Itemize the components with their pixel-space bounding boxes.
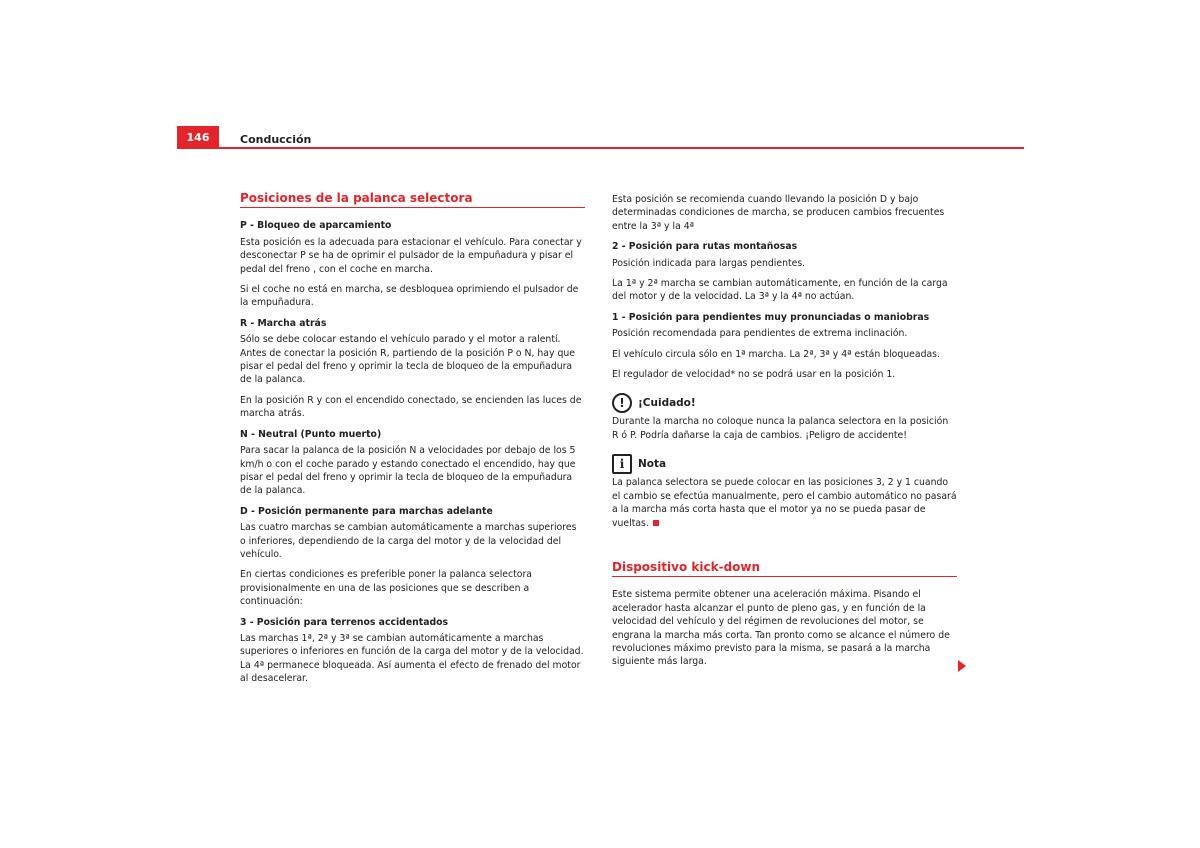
subheading-2: 2 - Posición para rutas montañosas [612,241,798,253]
subheading-d: D - Posición permanente para marchas adelante [240,505,493,517]
left-column [240,192,585,693]
note-header [612,454,957,474]
subheading-3: 3 - Posición para terrenos accidentados [240,616,449,628]
section-gap [612,537,957,561]
paragraph-1-1: Posición recomendada para pendientes de extrema inclinación. [612,328,908,340]
paragraph-3: Las marchas 1ª, 2ª y 3ª se cambian automáticamente a marchas superiores o inferiores en función de la carga del motor y de la velocidad. La 4ª permanece bloqueada. Así aumenta el efecto de frenado del motor al desacelerar. [240,632,584,685]
paragraph-n: Para sacar la palanca de la posición N a velocidades por debajo de los 5 km/h o con el coche parado y estando conectado el encendido, hay que pisar el pedal del freno y oprimir la tecla de bloqueo de la empuñadura de la palanca. [240,445,576,497]
paragraph-1-2: El vehículo circula sólo en 1ª marcha. La 2ª, 3ª y 4ª están bloqueadas. [612,348,940,360]
paragraph-r-1: Sólo se debe colocar estando el vehículo parado y el motor a ralentí. Antes de conectar la posición R, partiendo de la posición P o N, hay que pisar el pedal del freno y oprimir la tecla de bloqueo de la empuñadura de la palanca. [240,334,575,386]
paragraph-d-2: En ciertas condiciones es preferible poner la palanca selectora provisionalmente en una de las posiciones que se describen a continuación: [240,569,532,608]
right-column [612,193,957,676]
paragraph-2-2: La 1ª y 2ª marcha se cambian automáticamente, en función de la carga del motor y de la velocidad. La 3ª y la 4ª no actúan. [612,278,948,303]
subheading-r: R - Marcha atrás [240,317,327,329]
section-title-kickdown: Dispositivo kick-down [612,561,957,577]
subheading-p: P - Bloqueo de aparcamiento [240,220,392,232]
note-label: Nota [638,457,667,470]
note-paragraph [612,476,957,530]
continue-arrow-icon [958,660,966,672]
header-rule [177,147,1024,149]
paragraph-kickdown: Este sistema permite obtener una aceleración máxima. Pisando el acelerador hasta alcanzar el punto de pleno gas, y en función de la velocidad del vehículo y del régimen de revoluciones del motor, se engrana la marcha más corta. Tan pronto como se alcance el número de revoluciones máximo previsto para la misma, se pasará a la marcha siguiente más larga. [612,589,950,668]
subheading-1: 1 - Posición para pendientes muy pronunciadas o maniobras [612,311,930,323]
caution-text: Durante la marcha no coloque nunca la palanca selectora en la posición R ó P. Podría dañarse la caja de cambios. ¡Peligro de accidente! [612,416,949,441]
paragraph-r-2: En la posición R y con el encendido conectado, se encienden las luces de marcha atrás. [240,394,582,420]
page-number: 146 [177,126,219,148]
caution-label: ¡Cuidado! [638,396,696,409]
exclamation-icon: ! [612,393,632,413]
paragraph-p-2: Si el coche no está en marcha, se desbloquea oprimiendo el pulsador de la empuñadura. [240,284,579,309]
paragraph-continued: Esta posición se recomienda cuando llevando la posición D y bajo determinadas condiciones de marcha, se producen cambios frecuentes entre la 3ª y la 4ª [612,194,945,232]
info-icon: i [612,454,632,474]
paragraph-2-1: Posición indicada para largas pendientes. [612,257,806,269]
chapter-title: Conducción [240,133,312,146]
end-of-section-marker [653,520,659,526]
section-title-selector: Posiciones de la palanca selectora [240,192,585,208]
caution-header [612,393,957,413]
paragraph-p-1: Esta posición es la adecuada para estacionar el vehículo. Para conectar y desconectar P se ha de oprimir el pulsador de la empuñadura y pisar el pedal del freno , con el coche en marcha. [240,236,582,275]
subheading-n: N - Neutral (Punto muerto) [240,428,382,440]
paragraph-1-3: El regulador de velocidad* no se podrá usar en la posición 1. [612,369,896,381]
paragraph-d-1: Las cuatro marchas se cambian automáticamente a marchas superiores o inferiores, dependiendo de la carga del motor y de la velocidad del vehículo. [240,522,577,560]
note-text: La palanca selectora se puede colocar en las posiciones 3, 2 y 1 cuando el cambio se efectúa manualmente, pero el cambio automático no pasará a la marcha más corta hasta que el motor ya no se pueda pasar de vueltas. [612,477,957,529]
